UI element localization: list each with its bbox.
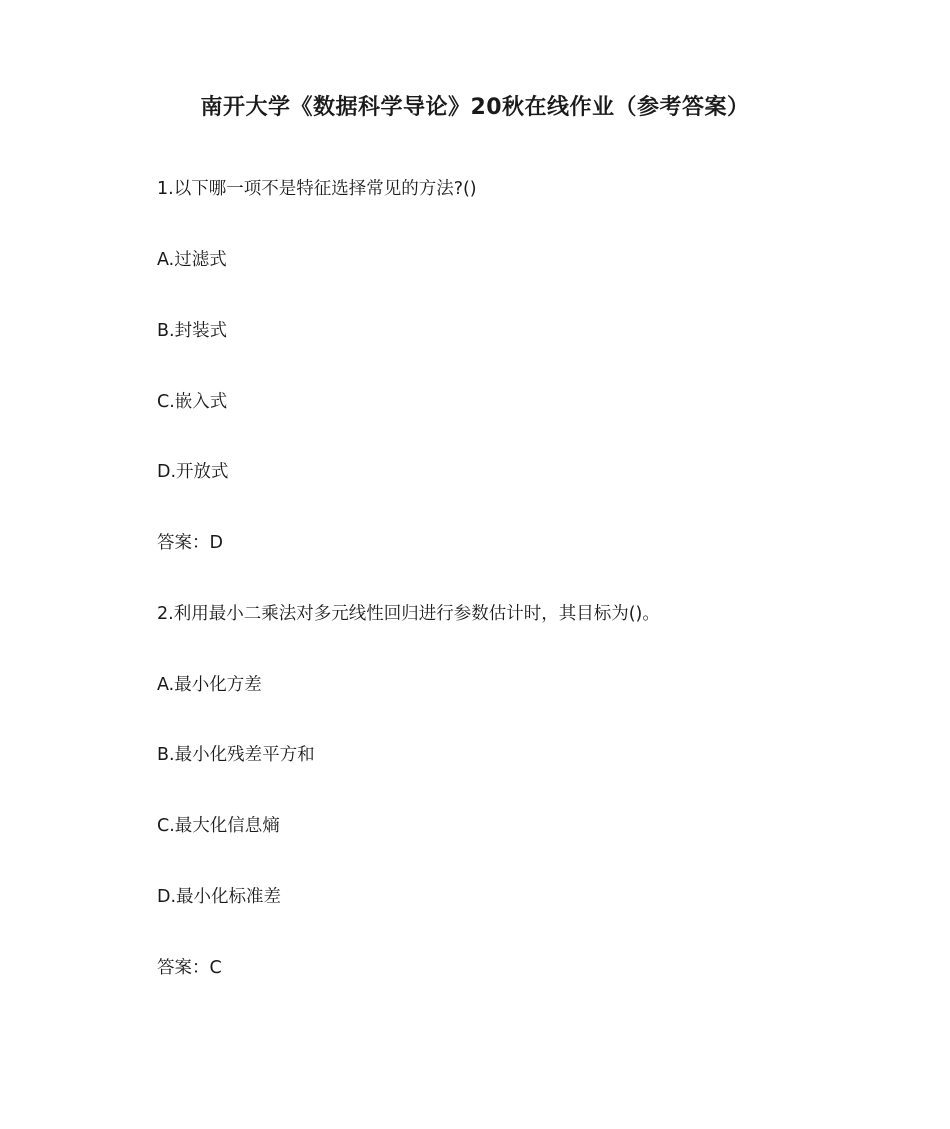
question-2-option-d: D.最小化标准差 — [157, 887, 282, 907]
question-1-option-d: D.开放式 — [157, 462, 229, 482]
question-1-text: 1.以下哪一项不是特征选择常见的方法?() — [157, 179, 477, 199]
question-2-option-b: B.最小化残差平方和 — [157, 745, 315, 765]
document-title: 南开大学《数据科学导论》20秋在线作业（参考答案） — [200, 95, 750, 120]
question-2-text: 2.利用最小二乘法对多元线性回归进行参数估计时，其目标为()。 — [157, 604, 660, 624]
question-1-option-a: A.过滤式 — [157, 250, 227, 270]
question-1-answer: 答案：D — [157, 533, 223, 553]
question-2-option-c: C.最大化信息熵 — [157, 816, 280, 836]
question-2-option-a: A.最小化方差 — [157, 675, 262, 695]
question-2-answer: 答案：C — [157, 958, 222, 978]
question-1-option-c: C.嵌入式 — [157, 392, 228, 412]
question-1-option-b: B.封装式 — [157, 321, 228, 341]
